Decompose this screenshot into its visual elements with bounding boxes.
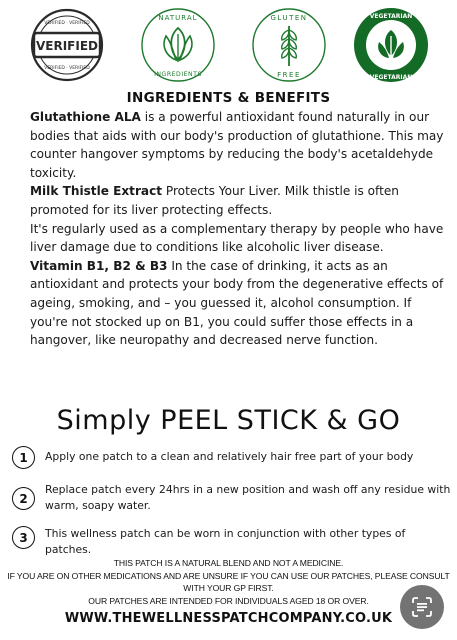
natural-ingredients-leaf-icon xyxy=(139,6,217,84)
svg-text:NATURAL: NATURAL xyxy=(158,14,198,22)
website-url: WWW.THEWELLNESSPATCHCOMPANY.CO.UK xyxy=(64,611,393,626)
gluten-free-wheat-icon xyxy=(250,6,328,84)
step-number: 2 xyxy=(12,487,35,510)
ingredient-vitamin-b xyxy=(30,257,448,350)
ingredients-body xyxy=(30,108,448,350)
svg-text:VERIFIED · VERIFIED: VERIFIED · VERIFIED xyxy=(44,66,90,71)
section-title: INGREDIENTS & BENEFITS xyxy=(126,90,331,106)
disclaimer xyxy=(0,557,457,607)
google-lens-icon[interactable] xyxy=(400,585,444,629)
ingredient-name: Vitamin B1, B2 & B3 xyxy=(30,258,168,273)
svg-text:VERIFIED · VERIFIED: VERIFIED · VERIFIED xyxy=(44,21,90,26)
ingredient-milk-thistle xyxy=(30,182,448,219)
step-text: This wellness patch can be worn in conjunction with other types of patches. xyxy=(45,527,406,556)
ingredient-glutathione xyxy=(30,108,448,182)
disclaimer-line: IF YOU ARE ON OTHER MEDICATIONS AND ARE UNSURE IF YOU CAN USE OUR PATCHES, PLEASE CONSULT WITH YOUR GP FIRST. xyxy=(7,570,450,594)
svg-text:GLUTEN: GLUTEN xyxy=(270,14,308,22)
ingredient-text: Protects Your Liver. Milk thistle is often promoted for its liver protecting effects. xyxy=(30,184,399,217)
vegetarian-leaf-icon xyxy=(352,6,430,84)
step-text: Replace patch every 24hrs in a new position and wash off any residue with warm, soapy water. xyxy=(45,483,451,512)
ingredient-text: It's regularly used as a complementary therapy by people who have liver damage due to conditions like alcoholic liver disease. xyxy=(30,221,444,255)
step-text: Apply one patch to a clean and relatively hair free part of your body xyxy=(45,450,414,463)
svg-text:VEGETARIAN: VEGETARIAN xyxy=(369,13,413,20)
ingredient-text: is a powerful antioxidant found naturally in our bodies that aids with our body's production of glutathione. This may counter hangover symptoms by reducing the body's acetaldehyde toxicity. xyxy=(30,110,444,180)
ingredient-text: In the case of drinking, it acts as an antioxidant and protects your body from the degenerative effects of ageing, smoking, and – you guessed it, alcohol consumption. If you're not stocked up on B1, you could suffer those effects in a hangover, like neuropathy and decreased nerve function. xyxy=(30,258,444,348)
certification-badges xyxy=(0,6,457,86)
lens-glyph xyxy=(411,596,433,618)
step-item xyxy=(12,445,452,469)
svg-text:VEGETARIAN: VEGETARIAN xyxy=(369,74,413,81)
svg-text:INGREDIENTS: INGREDIENTS xyxy=(154,71,202,78)
svg-text:FREE: FREE xyxy=(277,71,301,79)
step-number: 3 xyxy=(12,526,35,549)
step-item xyxy=(12,482,452,514)
disclaimer-line: OUR PATCHES ARE INTENDED FOR INDIVIDUALS AGED 18 OR OVER. xyxy=(88,595,369,606)
ingredient-milk-thistle-detail xyxy=(30,220,448,257)
verified-badge-label: VERIFIED xyxy=(35,39,99,53)
tagline: Simply PEEL STICK & GO xyxy=(56,405,401,436)
step-number: 1 xyxy=(12,446,35,469)
ingredient-name: Glutathione ALA xyxy=(30,110,141,124)
verified-stamp-icon xyxy=(28,6,106,84)
step-item xyxy=(12,526,452,558)
disclaimer-line: THIS PATCH IS A NATURAL BLEND AND NOT A MEDICINE. xyxy=(113,558,344,568)
ingredient-name: Milk Thistle Extract xyxy=(30,184,163,199)
